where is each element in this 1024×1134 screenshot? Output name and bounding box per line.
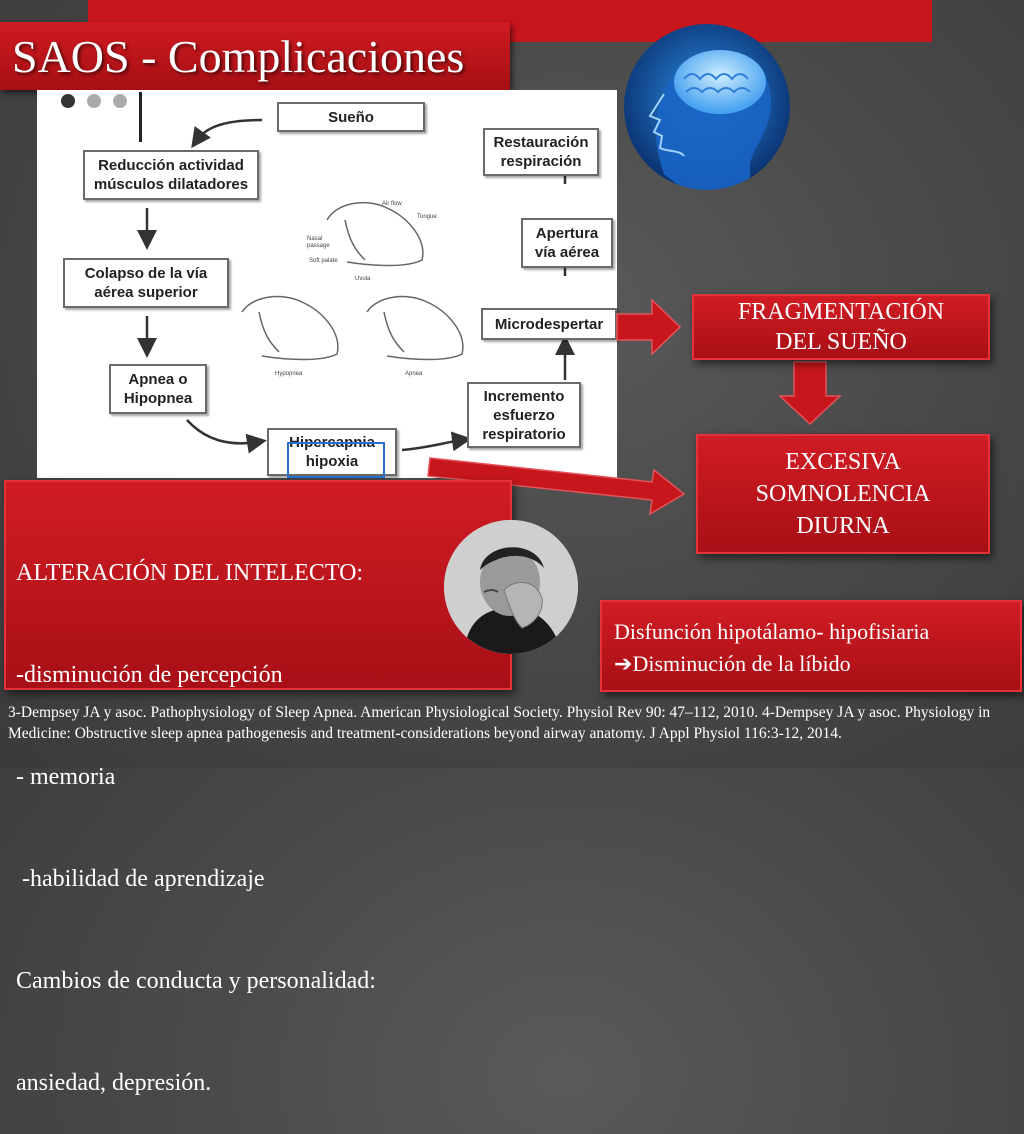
- label-apnea: Apnea: [405, 371, 423, 377]
- box-label: respiratorio: [482, 425, 566, 443]
- intelecto-line: ALTERACIÓN DEL INTELECTO:: [16, 560, 364, 586]
- box-label: Restauración: [493, 134, 589, 151]
- box-label: músculos dilatadores: [93, 176, 249, 193]
- somnolencia-line: SOMNOLENCIA: [755, 481, 931, 507]
- label-tongue: Tongue: [417, 214, 437, 220]
- box-label: Hipercapnia: [289, 434, 375, 451]
- right-arrow-icon: ➔: [614, 651, 633, 676]
- disfuncion-line-with-arrow: [614, 648, 1020, 680]
- fragmentacion-line: DEL SUEÑO: [775, 329, 907, 355]
- page-title: SAOS - Complicaciones: [12, 31, 465, 82]
- arrow-to-fragmentacion: [617, 300, 680, 354]
- disfuncion-box: [600, 600, 1022, 692]
- intelecto-line: -disminución de percepción: [16, 662, 283, 688]
- box-label: hipoxia: [305, 453, 359, 470]
- box-label: Apnea o: [128, 371, 188, 388]
- intelecto-line: ansiedad, depresión.: [16, 1070, 212, 1096]
- label-air-flow: Air flow: [382, 201, 402, 207]
- fragmentacion-line: FRAGMENTACIÓN: [737, 299, 945, 325]
- intelecto-line: Cambios de conducta y personalidad:: [16, 968, 376, 994]
- somnolencia-box: [696, 434, 990, 554]
- stressed-man-image: [444, 520, 578, 654]
- somnolencia-line: DIURNA: [796, 513, 890, 539]
- arrow-to-somnolencia: [780, 362, 840, 424]
- intelecto-line: -habilidad de aprendizaje: [16, 866, 265, 892]
- box-label: vía aérea: [534, 244, 600, 261]
- intelecto-line: - memoria: [16, 764, 116, 790]
- box-label: aérea superior: [94, 284, 198, 301]
- label-uvula: Uvula: [355, 276, 371, 282]
- box-label: Hipopnea: [123, 390, 193, 407]
- citation: 3-Dempsey JA y asoc. Pathophysiology of Sleep Apnea. American Physiological Society. Physiol Rev 90: 47–112, 2010. 4-Dempsey JA y asoc. Physiology in Medicine: Obstructive sleep apnea pathogenesis and treatment-considerations beyond airway anatomy. J Appl Physiol 116:3-12, 2014.: [8, 704, 991, 742]
- label-hypopnea: Hypopnea: [275, 371, 303, 377]
- label-nasal: Nasal: [307, 236, 323, 242]
- box-label: Reducción actividad: [98, 157, 244, 174]
- disfuncion-line: Disfunción hipotálamo- hipofisiaria: [614, 619, 930, 644]
- box-label: Microdespertar: [494, 315, 604, 333]
- box-label: Apertura: [535, 225, 599, 242]
- box-label: respiración: [500, 153, 582, 170]
- label-soft-palate: Soft palate: [309, 258, 338, 264]
- box-label: Sueño: [328, 108, 374, 126]
- somnolencia-line: EXCESIVA: [785, 449, 901, 475]
- box-label: Incremento: [483, 387, 565, 405]
- box-label: esfuerzo: [493, 406, 555, 424]
- fragmentacion-box: [692, 294, 990, 360]
- disfuncion-line: Disminución de la líbido: [632, 651, 851, 676]
- label-passage: passage: [307, 243, 330, 249]
- box-label: Colapso de la vía: [84, 265, 208, 282]
